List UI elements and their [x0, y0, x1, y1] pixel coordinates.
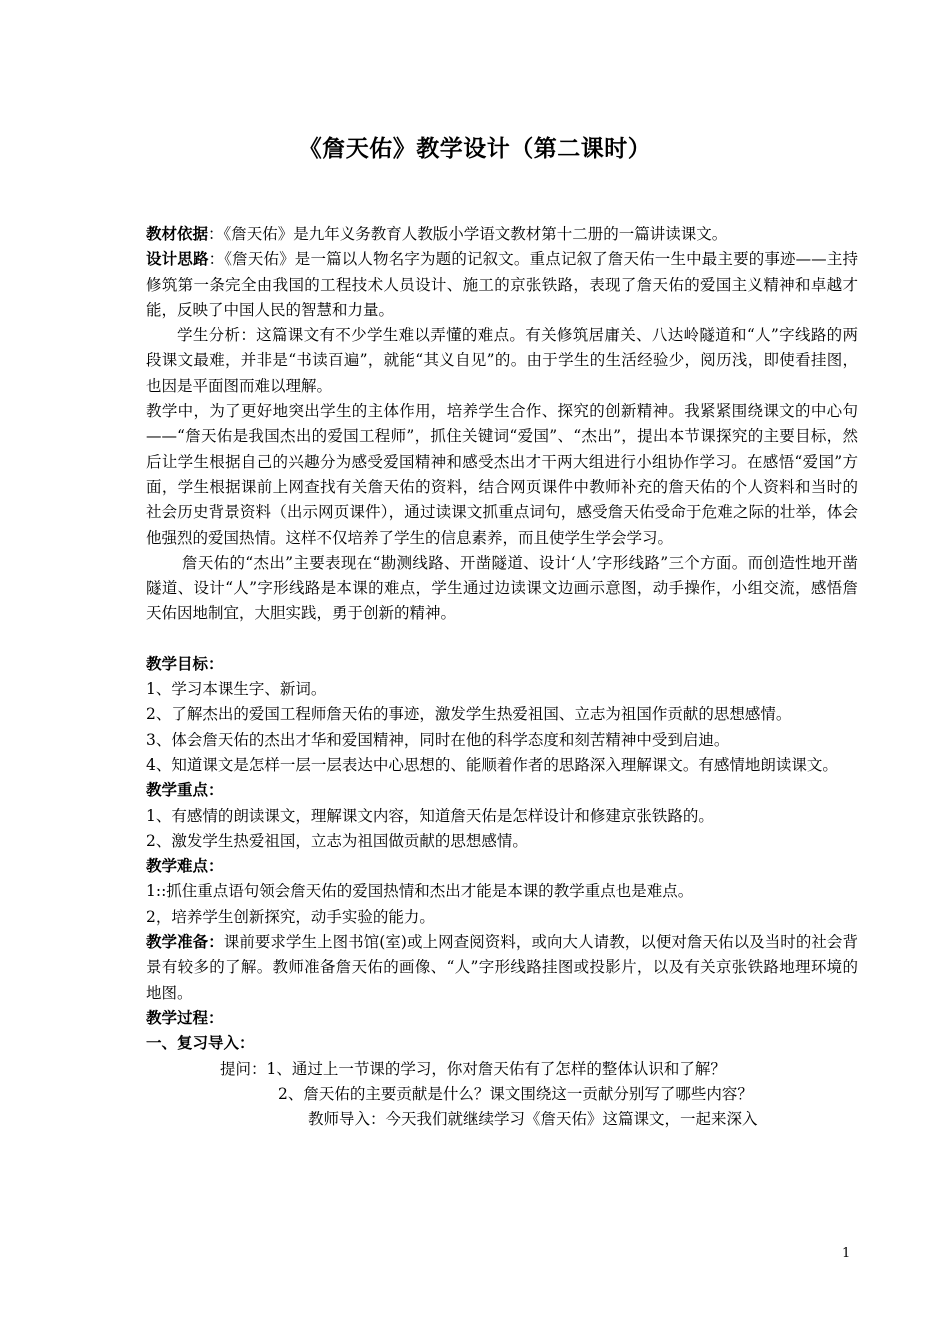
spacer	[146, 627, 858, 652]
question-one: 提问：1、通过上一节课的学习，你对詹天佑有了怎样的整体认识和了解？	[220, 1059, 726, 1078]
section-review-heading: 一、复习导入：	[146, 1034, 255, 1053]
goal-item: 1、学习本课生字、新词。	[146, 680, 327, 699]
textbook-basis-label: 教材依据	[146, 225, 209, 243]
student-analysis-paragraph: 学生分析：这篇课文有不少学生难以弄懂的难点。有关修筑居庸关、八达岭隧道和“人”字线路的两段课文最难，并非是“书读百遍”，就能“其义自见”的。由于学生的生活经验少，阅历浅，即使看挂图，也因是平面图而难以理解。	[146, 326, 858, 395]
key-point-item: 2、激发学生热爱祖国，立志为祖国做贡献的思想感情。	[146, 831, 528, 850]
preparation-label: 教学准备：	[146, 933, 224, 952]
outstanding-talent-paragraph: 詹天佑的“杰出”主要表现在“勘测线路、开凿隧道、设计‘人’字形线路”三个方面。而创造性地开凿隧道、设计“人”字形线路是本课的难点，学生通过边读课文边画示意图，动手操作，小组交流，感悟詹天佑因地制宜，大胆实践，勇于创新的精神。	[146, 553, 858, 623]
page-number: 1	[842, 1246, 851, 1261]
textbook-basis-text: ：《詹天佑》是九年义务教育人教版小学语文教材第十二册的一篇讲读课文。	[208, 225, 728, 243]
teaching-goals-heading: 教学目标：	[146, 654, 224, 673]
teaching-approach-paragraph: 教学中，为了更好地突出学生的主体作用，培养学生合作、探究的创新精神。我紧紧围绕课文的中心句——“詹天佑是我国杰出的爱国工程师”，抓住关键词“爱国”、“杰出”，提出本节课探究的主要目标，然后让学生根据自己的兴趣分为感受爱国精神和感受杰出才干两大组进行小组协作学习。在感悟“爱国”方面，学生根据课前上网查找有关詹天佑的资料，结合网页课件中教师补充的詹天佑的个人资料和当时的社会历史背景资料（出示网页课件），通过读课文抓重点词句，感受詹天佑受命于危难之际的壮举，体会他强烈的爱国热情。这样不仅培养了学生的信息素养，而且使学生学会学习。	[146, 402, 858, 547]
goal-item: 4、知道课文是怎样一层一层表达中心思想的、能顺着作者的思路深入理解课文。有感情地朗读课文。	[146, 755, 838, 774]
difficulties-heading: 教学难点：	[146, 857, 224, 876]
design-idea-label: 设计思路	[146, 250, 209, 269]
difficulty-item: 2，培养学生创新探究，动手实验的能力。	[146, 907, 435, 926]
question-two: 2、詹天佑的主要贡献是什么？课文围绕这一贡献分别写了哪些内容？	[278, 1084, 753, 1103]
design-idea-text: ：《詹天佑》是一篇以人物名字为题的记叙文。重点记叙了詹天佑一生中最主要的事迹——主持修筑第一条完全由我国的工程技术人员设计、施工的京张铁路，表现了詹天佑的爱国主义精神和卓越才能，反映了中国人民的智慧和力量。	[146, 250, 858, 319]
process-heading: 教学过程：	[146, 1008, 224, 1027]
page-title: 《詹天佑》教学设计（第二课时）	[298, 136, 652, 162]
teacher-intro: 教师导入：今天我们就继续学习《詹天佑》这篇课文，一起来深入	[308, 1110, 758, 1129]
goal-item: 2、了解杰出的爱国工程师詹天佑的事迹，激发学生热爱祖国、立志为祖国作贡献的思想感情。	[146, 705, 792, 724]
preparation-text: 课前要求学生上图书馆(室)或上网查阅资料，或向大人请教，以便对詹天佑以及当时的社会背景有较多的了解。教师准备詹天佑的画像、“人”字形线路挂图或投影片，以及有关京张铁路地理环境的地图。	[146, 933, 858, 1002]
goal-item: 3、体会詹天佑的杰出才华和爱国精神，同时在他的科学态度和刻苦精神中受到启迪。	[146, 730, 730, 749]
key-point-item: 1、有感情的朗读课文，理解课文内容，知道詹天佑是怎样设计和修建京张铁路的。	[146, 806, 714, 825]
difficulty-item: 1::抓住重点语句领会詹天佑的爱国热情和杰出才能是本课的教学重点也是难点。	[146, 882, 694, 901]
key-points-heading: 教学重点：	[146, 781, 224, 800]
textbook-basis-paragraph	[146, 222, 858, 247]
document-body	[146, 222, 858, 1132]
preparation-paragraph	[146, 930, 858, 1006]
design-idea-paragraph	[146, 247, 858, 323]
